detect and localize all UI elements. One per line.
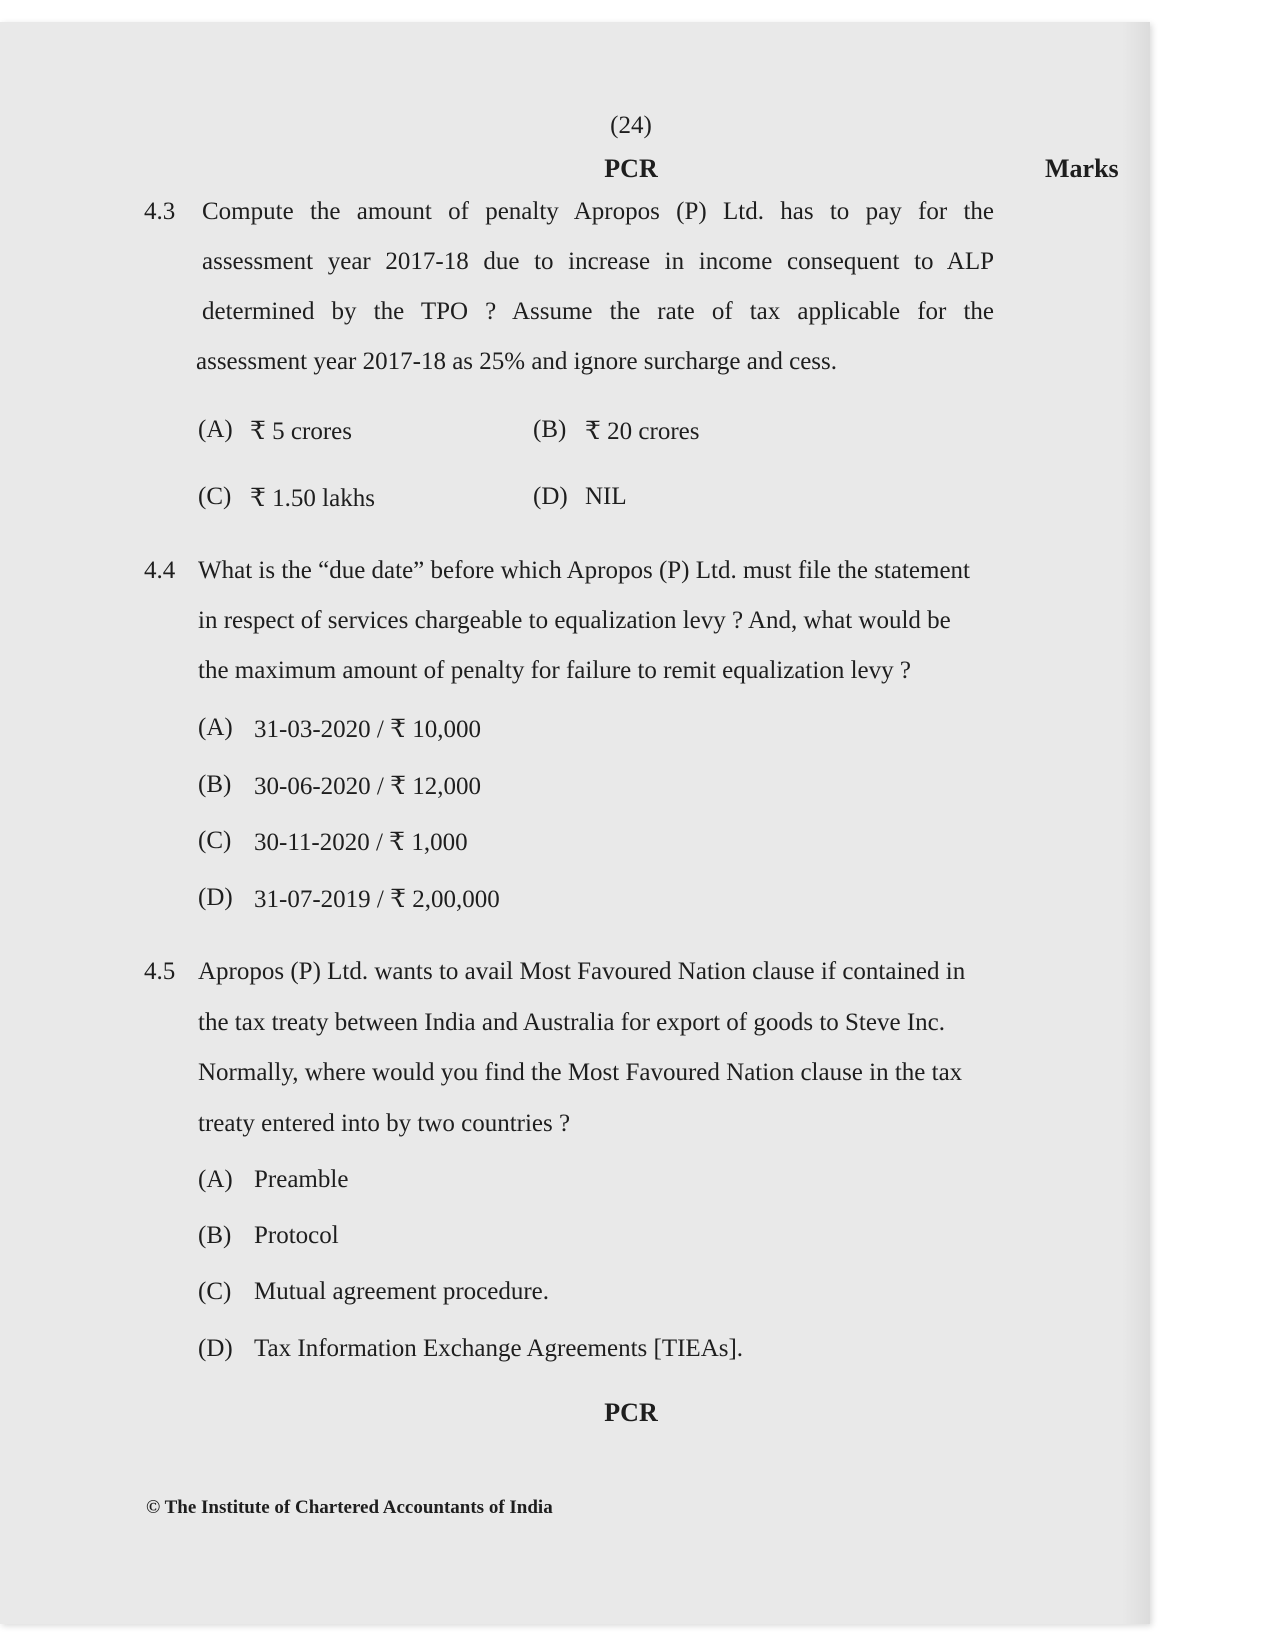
paper-code-footer: PCR xyxy=(604,1398,658,1427)
question-number: 4.4 xyxy=(144,557,176,584)
option-text: NIL xyxy=(585,483,627,510)
question-number: 4.5 xyxy=(144,958,176,985)
option-text: 31-07-2019 / ₹ 2,00,000 xyxy=(254,886,500,913)
option-key: (C) xyxy=(198,1278,232,1305)
marks-column-label: Marks xyxy=(1045,154,1119,183)
option-key: (B) xyxy=(533,416,567,443)
question-text-line: the maximum amount of penalty for failure to remit equalization levy ? xyxy=(198,657,911,684)
option-key: (A) xyxy=(198,416,233,443)
question-text-line: assessment year 2017-18 due to increase in income consequent to ALP xyxy=(202,248,994,275)
option-key: (C) xyxy=(198,483,232,510)
question-text-line: the tax treaty between India and Australia for export of goods to Steve Inc. xyxy=(198,1009,945,1036)
question-text-line: treaty entered into by two countries ? xyxy=(198,1110,571,1137)
paper-code-header: PCR xyxy=(604,154,658,183)
option-text: Mutual agreement procedure. xyxy=(254,1278,550,1305)
question-text-line: assessment year 2017-18 as 25% and ignore surcharge and cess. xyxy=(196,348,838,375)
question-text-line: Compute the amount of penalty Apropos (P) Ltd. has to pay for the xyxy=(202,198,994,225)
option-text: Tax Information Exchange Agreements [TIEAs]. xyxy=(254,1335,744,1362)
option-key: (D) xyxy=(198,1335,233,1362)
question-text-line: Normally, where would you find the Most Favoured Nation clause in the tax xyxy=(198,1059,963,1086)
option-key: (A) xyxy=(198,714,233,741)
option-text: 30-06-2020 / ₹ 12,000 xyxy=(254,773,482,800)
option-key: (C) xyxy=(198,827,232,854)
page-number: (24) xyxy=(610,112,652,139)
question-text-line: Apropos (P) Ltd. wants to avail Most Favoured Nation clause if contained in xyxy=(198,958,966,985)
question-text-line: What is the “due date” before which Apropos (P) Ltd. must file the statement xyxy=(198,557,970,584)
question-text-line: in respect of services chargeable to equalization levy ? And, what would be xyxy=(198,607,951,634)
option-text: ₹ 20 crores xyxy=(585,418,700,445)
option-key: (D) xyxy=(198,884,233,911)
question-text-line: determined by the TPO ? Assume the rate of tax applicable for the xyxy=(202,298,994,325)
option-key: (D) xyxy=(533,483,568,510)
option-text: ₹ 5 crores xyxy=(250,418,352,445)
option-text: ₹ 1.50 lakhs xyxy=(250,485,375,512)
option-key: (B) xyxy=(198,771,232,798)
option-text: Preamble xyxy=(254,1166,349,1193)
option-key: (A) xyxy=(198,1166,233,1193)
option-text: 31-03-2020 / ₹ 10,000 xyxy=(254,716,482,743)
option-text: Protocol xyxy=(254,1222,339,1249)
copyright-notice: © The Institute of Chartered Accountants of India xyxy=(146,1497,553,1518)
question-number: 4.3 xyxy=(144,198,176,225)
option-text: 30-11-2020 / ₹ 1,000 xyxy=(254,829,468,856)
option-key: (B) xyxy=(198,1222,232,1249)
